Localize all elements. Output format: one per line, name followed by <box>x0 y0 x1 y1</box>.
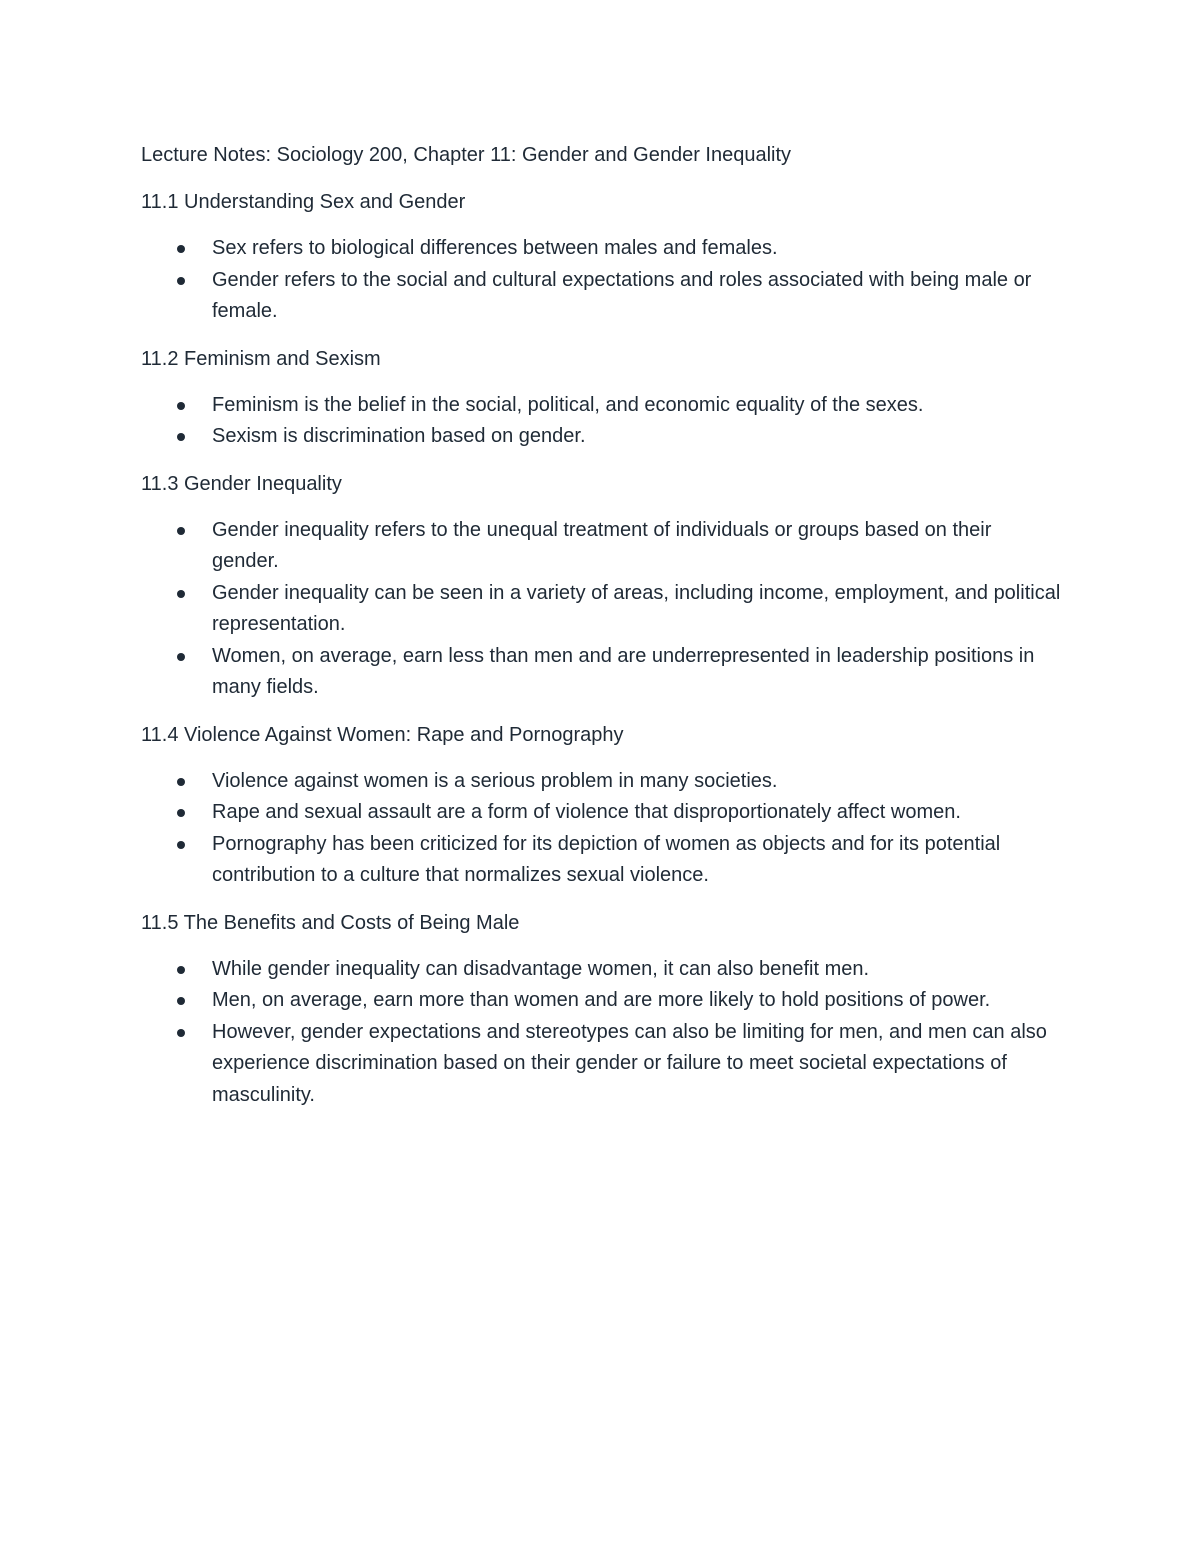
list-item-text: Gender inequality can be seen in a variety of areas, including income, employment, and political representation. <box>212 581 1061 635</box>
list-item <box>141 954 1061 986</box>
document-page <box>141 139 1061 1126</box>
list-item-text: While gender inequality can disadvantage women, it can also benefit men. <box>212 957 870 980</box>
list-item-text: Women, on average, earn less than men and are underrepresented in leadership positions in many fields. <box>212 644 1035 698</box>
list-item-text: Pornography has been criticized for its depiction of women as objects and for its potential contribution to a culture that normalizes sexual violence. <box>212 832 1001 886</box>
list-item-text: Rape and sexual assault are a form of violence that disproportionately affect women. <box>212 801 961 823</box>
bullet-icon <box>177 1029 185 1037</box>
list-item <box>141 578 1061 641</box>
list-item-text: Violence against women is a serious problem in many societies. <box>212 769 778 792</box>
section-heading-11-4: 11.4 Violence Against Women: Rape and Pornography <box>141 723 624 746</box>
section-heading-11-5: 11.5 The Benefits and Costs of Being Male <box>141 911 520 934</box>
list-item <box>141 985 1061 1017</box>
bullet-icon <box>177 402 185 410</box>
bullet-icon <box>177 841 185 849</box>
section-heading-11-3: 11.3 Gender Inequality <box>141 472 342 495</box>
list-item <box>141 829 1061 892</box>
bullet-icon <box>177 245 185 253</box>
list-item <box>141 265 1061 328</box>
bullet-icon <box>177 433 185 441</box>
document-title: Lecture Notes: Sociology 200, Chapter 11: Gender and Gender Inequality <box>141 144 792 166</box>
bullet-list-11-4 <box>141 766 1061 892</box>
bullet-icon <box>177 653 185 661</box>
list-item-text: Men, on average, earn more than women and are more likely to hold positions of power. <box>212 989 991 1011</box>
bullet-list-11-1 <box>141 233 1061 328</box>
bullet-list-11-5 <box>141 954 1061 1112</box>
list-item-text: Feminism is the belief in the social, political, and economic equality of the sexes. <box>212 393 924 416</box>
section-heading-11-1: 11.1 Understanding Sex and Gender <box>141 191 466 213</box>
bullet-icon <box>177 997 185 1005</box>
list-item-text: Sexism is discrimination based on gender. <box>212 425 586 447</box>
bullet-icon <box>177 966 185 974</box>
list-item <box>141 515 1061 578</box>
bullet-icon <box>177 590 185 598</box>
list-item <box>141 641 1061 704</box>
section-heading-11-2: 11.2 Feminism and Sexism <box>141 347 381 370</box>
list-item-text: However, gender expectations and stereotypes can also be limiting for men, and men can also experience discrimination based on their gender or failure to meet societal expectations of masculinity. <box>212 1020 1047 1106</box>
list-item <box>141 1017 1061 1112</box>
bullet-icon <box>177 277 185 285</box>
bullet-icon <box>177 527 185 535</box>
list-item <box>141 233 1061 265</box>
bullet-list-11-2 <box>141 390 1061 453</box>
list-item-text: Gender inequality refers to the unequal treatment of individuals or groups based on their gender. <box>212 518 992 572</box>
list-item <box>141 421 1061 453</box>
list-item <box>141 390 1061 422</box>
bullet-icon <box>177 809 185 817</box>
bullet-icon <box>177 778 185 786</box>
list-item-text: Sex refers to biological differences between males and females. <box>212 237 778 259</box>
bullet-list-11-3 <box>141 515 1061 704</box>
list-item <box>141 766 1061 798</box>
list-item <box>141 797 1061 829</box>
list-item-text: Gender refers to the social and cultural expectations and roles associated with being male or female. <box>212 268 1032 322</box>
